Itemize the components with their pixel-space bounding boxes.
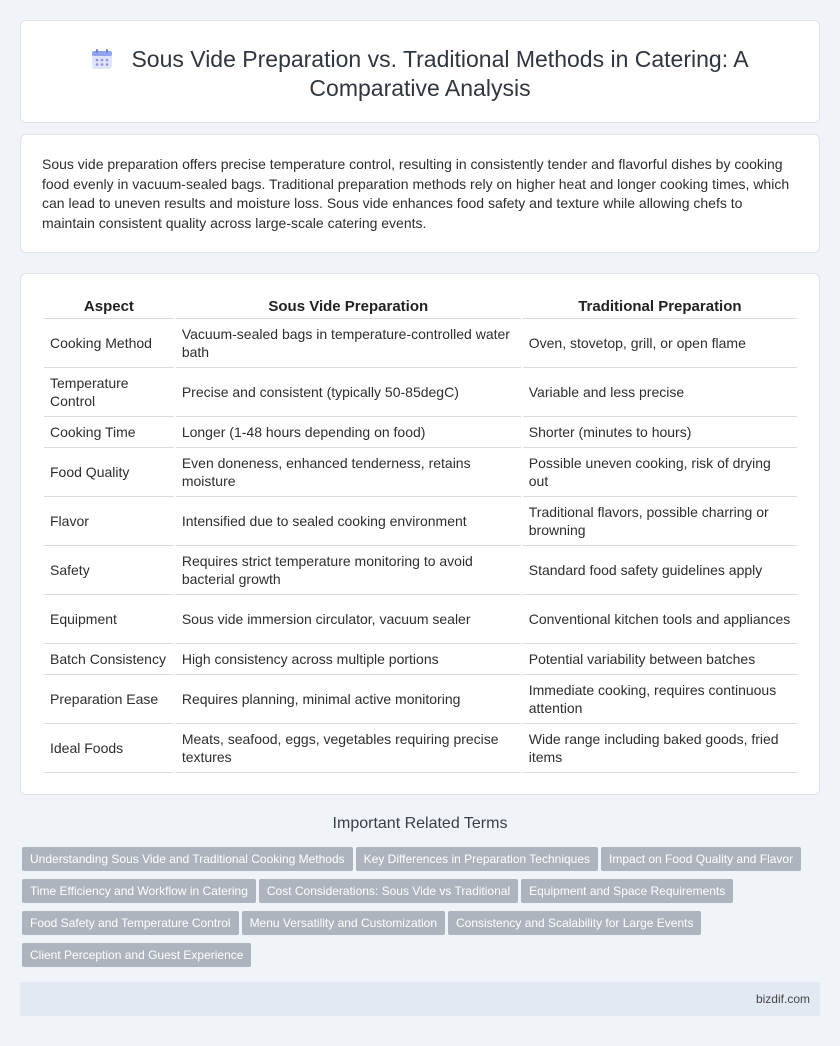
traditional-cell: Possible uneven cooking, risk of drying out xyxy=(523,448,797,497)
related-term-tag[interactable]: Understanding Sous Vide and Traditional Cooking Methods xyxy=(22,847,353,871)
calendar-icon xyxy=(91,48,113,70)
table-row xyxy=(44,675,797,724)
title-card xyxy=(20,20,820,123)
traditional-cell: Conventional kitchen tools and appliances xyxy=(523,595,797,644)
column-header-traditional: Traditional Preparation xyxy=(523,295,797,319)
sous-vide-cell: Sous vide immersion circulator, vacuum sealer xyxy=(176,595,521,644)
traditional-cell: Standard food safety guidelines apply xyxy=(523,546,797,595)
table-row xyxy=(44,497,797,546)
table-row xyxy=(44,644,797,675)
related-terms-heading: Important Related Terms xyxy=(332,815,508,832)
table-row xyxy=(44,595,797,644)
sous-vide-cell: Meats, seafood, eggs, vegetables requiring precise textures xyxy=(176,724,521,773)
related-term-tag[interactable]: Consistency and Scalability for Large Events xyxy=(448,911,701,935)
table-header-row xyxy=(44,295,797,319)
table-row xyxy=(44,448,797,497)
sous-vide-cell: Even doneness, enhanced tenderness, retains moisture xyxy=(176,448,521,497)
page-title xyxy=(21,45,819,103)
aspect-cell: Equipment xyxy=(44,595,174,644)
footer xyxy=(20,982,820,1016)
aspect-cell: Ideal Foods xyxy=(44,724,174,773)
related-term-tag[interactable]: Client Perception and Guest Experience xyxy=(22,943,251,967)
aspect-cell: Cooking Method xyxy=(44,319,174,368)
table-row xyxy=(44,368,797,417)
sous-vide-cell: Vacuum-sealed bags in temperature-controlled water bath xyxy=(176,319,521,368)
related-term-tag[interactable]: Impact on Food Quality and Flavor xyxy=(601,847,801,871)
column-header-aspect: Aspect xyxy=(44,295,174,319)
aspect-cell: Preparation Ease xyxy=(44,675,174,724)
table-row xyxy=(44,724,797,773)
aspect-cell: Food Quality xyxy=(44,448,174,497)
related-term-tag[interactable]: Menu Versatility and Customization xyxy=(242,911,445,935)
traditional-cell: Oven, stovetop, grill, or open flame xyxy=(523,319,797,368)
sous-vide-cell: Intensified due to sealed cooking environment xyxy=(176,497,521,546)
aspect-cell: Batch Consistency xyxy=(44,644,174,675)
related-term-tag[interactable]: Food Safety and Temperature Control xyxy=(22,911,239,935)
table-row xyxy=(44,319,797,368)
sous-vide-cell: Requires planning, minimal active monitoring xyxy=(176,675,521,724)
traditional-cell: Potential variability between batches xyxy=(523,644,797,675)
related-terms-list xyxy=(22,847,822,975)
traditional-cell: Traditional flavors, possible charring or browning xyxy=(523,497,797,546)
related-term-tag[interactable]: Time Efficiency and Workflow in Catering xyxy=(22,879,256,903)
traditional-cell: Wide range including baked goods, fried items xyxy=(523,724,797,773)
aspect-cell: Safety xyxy=(44,546,174,595)
comparison-card xyxy=(20,273,820,795)
related-term-tag[interactable]: Key Differences in Preparation Techniques xyxy=(356,847,598,871)
sous-vide-cell: Longer (1-48 hours depending on food) xyxy=(176,417,521,448)
page-title-text: Sous Vide Preparation vs. Traditional Methods in Catering: A Comparative Analysis xyxy=(131,46,749,101)
comparison-table xyxy=(42,295,799,773)
related-term-tag[interactable]: Cost Considerations: Sous Vide vs Traditional xyxy=(259,879,518,903)
traditional-cell: Shorter (minutes to hours) xyxy=(523,417,797,448)
intro-card xyxy=(20,134,820,253)
traditional-cell: Variable and less precise xyxy=(523,368,797,417)
table-row xyxy=(44,546,797,595)
table-row xyxy=(44,417,797,448)
related-term-tag[interactable]: Equipment and Space Requirements xyxy=(521,879,733,903)
sous-vide-cell: Precise and consistent (typically 50-85degC) xyxy=(176,368,521,417)
column-header-sous-vide: Sous Vide Preparation xyxy=(176,295,521,319)
intro-paragraph: Sous vide preparation offers precise temperature control, resulting in consistently tender and flavorful dishes by cooking food evenly in vacuum-sealed bags. Traditional preparation methods rely on higher heat and longer cooking times, which can lead to uneven results and moisture loss. Sous vide enhances food safety and texture while allowing chefs to maintain consistent quality across large-scale catering events. xyxy=(42,156,790,231)
sous-vide-cell: Requires strict temperature monitoring to avoid bacterial growth xyxy=(176,546,521,595)
aspect-cell: Cooking Time xyxy=(44,417,174,448)
footer-site-link[interactable]: bizdif.com xyxy=(755,992,810,1006)
sous-vide-cell: High consistency across multiple portions xyxy=(176,644,521,675)
traditional-cell: Immediate cooking, requires continuous attention xyxy=(523,675,797,724)
aspect-cell: Temperature Control xyxy=(44,368,174,417)
aspect-cell: Flavor xyxy=(44,497,174,546)
